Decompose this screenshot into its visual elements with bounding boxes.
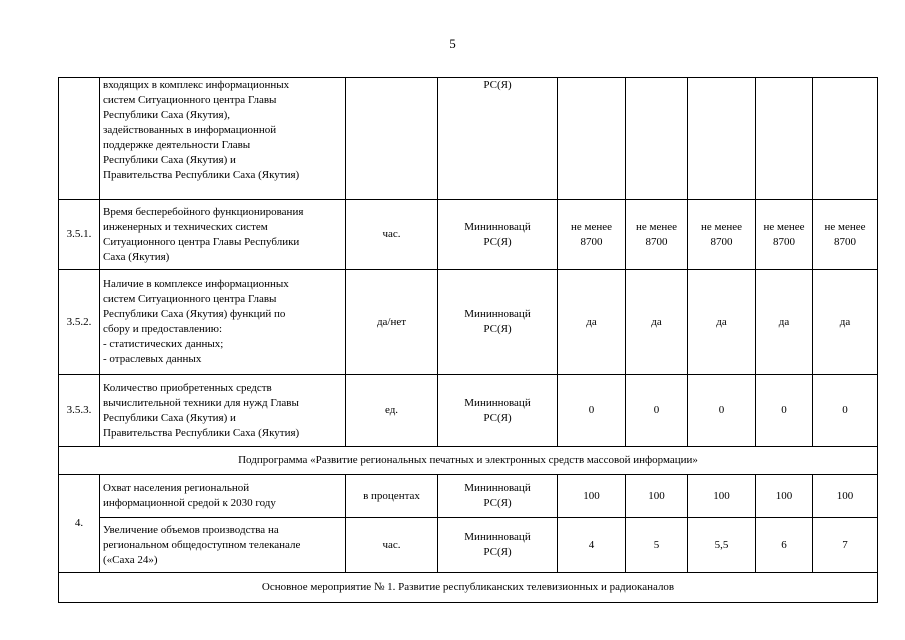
value-cell bbox=[626, 78, 688, 200]
value-cell: не менее 8700 bbox=[813, 200, 878, 270]
value-cell: да bbox=[813, 270, 878, 375]
row-number bbox=[59, 78, 100, 200]
indicator-name: Количество приобретенных средств вычислительной техники для нужд Главы Республики Саха (Якутия) и Правительства Республики Саха (Якутия) bbox=[100, 375, 346, 447]
indicator-name: Наличие в комплексе информационных систем Ситуационного центра Главы Республики Саха (Якутия) функций по сбору и предоставлению: - статистических данных; - отраслевых данных bbox=[100, 270, 346, 375]
subprogram-title: Подпрограмма «Развитие региональных печатных и электронных средств массовой информации» bbox=[59, 447, 878, 475]
responsible-cell: Мининновацй РС(Я) bbox=[438, 375, 558, 447]
responsible-cell: Мининновацй РС(Я) bbox=[438, 475, 558, 518]
value-cell: 0 bbox=[688, 375, 756, 447]
indicator-name: входящих в комплекс информационных систем Ситуационного центра Главы Республики Саха (Якутия), задействованных в информационной поддержке деятельности Главы Республики Саха (Якутия) и Правительства Республики Саха (Якутия) bbox=[100, 78, 346, 200]
responsible-cell: РС(Я) bbox=[438, 78, 558, 200]
page-number: 5 bbox=[449, 36, 456, 51]
main-event-row bbox=[59, 573, 878, 603]
unit-cell: ед. bbox=[346, 375, 438, 447]
value-cell: не менее 8700 bbox=[688, 200, 756, 270]
unit-cell: да/нет bbox=[346, 270, 438, 375]
indicator-name: Время бесперебойного функционирования инженерных и технических систем Ситуационного центра Главы Республики Саха (Якутия) bbox=[100, 200, 346, 270]
value-cell: да bbox=[626, 270, 688, 375]
value-cell: 4 bbox=[558, 518, 626, 573]
unit-cell bbox=[346, 78, 438, 200]
value-cell: не менее 8700 bbox=[756, 200, 813, 270]
value-cell: 5,5 bbox=[688, 518, 756, 573]
value-cell: 100 bbox=[626, 475, 688, 518]
value-cell: 5 bbox=[626, 518, 688, 573]
value-cell bbox=[756, 78, 813, 200]
indicator-name: Охват населения региональной информационной средой к 2030 году bbox=[100, 475, 346, 518]
unit-cell: в процентах bbox=[346, 475, 438, 518]
value-cell: да bbox=[558, 270, 626, 375]
responsible-cell: Мининновацй РС(Я) bbox=[438, 518, 558, 573]
table-row bbox=[59, 270, 878, 375]
table-row bbox=[59, 518, 878, 573]
value-cell bbox=[813, 78, 878, 200]
value-cell: да bbox=[756, 270, 813, 375]
value-cell: 100 bbox=[813, 475, 878, 518]
value-cell: 0 bbox=[626, 375, 688, 447]
responsible-cell: Мининновацй РС(Я) bbox=[438, 270, 558, 375]
indicator-name: Увеличение объемов производства на региональном общедоступном телеканале («Саха 24») bbox=[100, 518, 346, 573]
value-cell: не менее 8700 bbox=[626, 200, 688, 270]
table-row bbox=[59, 200, 878, 270]
table-row bbox=[59, 78, 878, 200]
row-number: 4. bbox=[59, 475, 100, 573]
table-row bbox=[59, 475, 878, 518]
value-cell: 7 bbox=[813, 518, 878, 573]
row-number: 3.5.2. bbox=[59, 270, 100, 375]
value-cell: 6 bbox=[756, 518, 813, 573]
value-cell bbox=[688, 78, 756, 200]
value-cell: да bbox=[688, 270, 756, 375]
value-cell: 100 bbox=[688, 475, 756, 518]
row-number: 3.5.3. bbox=[59, 375, 100, 447]
value-cell: 0 bbox=[558, 375, 626, 447]
main-event-title: Основное мероприятие № 1. Развитие республиканских телевизионных и радиоканалов bbox=[59, 573, 878, 603]
value-cell: 100 bbox=[558, 475, 626, 518]
subprogram-row bbox=[59, 447, 878, 475]
unit-cell: час. bbox=[346, 200, 438, 270]
value-cell: не менее 8700 bbox=[558, 200, 626, 270]
value-cell: 100 bbox=[756, 475, 813, 518]
indicators-table bbox=[58, 77, 878, 603]
unit-cell: час. bbox=[346, 518, 438, 573]
value-cell bbox=[558, 78, 626, 200]
responsible-cell: Мининновацй РС(Я) bbox=[438, 200, 558, 270]
table-row bbox=[59, 375, 878, 447]
row-number: 3.5.1. bbox=[59, 200, 100, 270]
value-cell: 0 bbox=[813, 375, 878, 447]
value-cell: 0 bbox=[756, 375, 813, 447]
